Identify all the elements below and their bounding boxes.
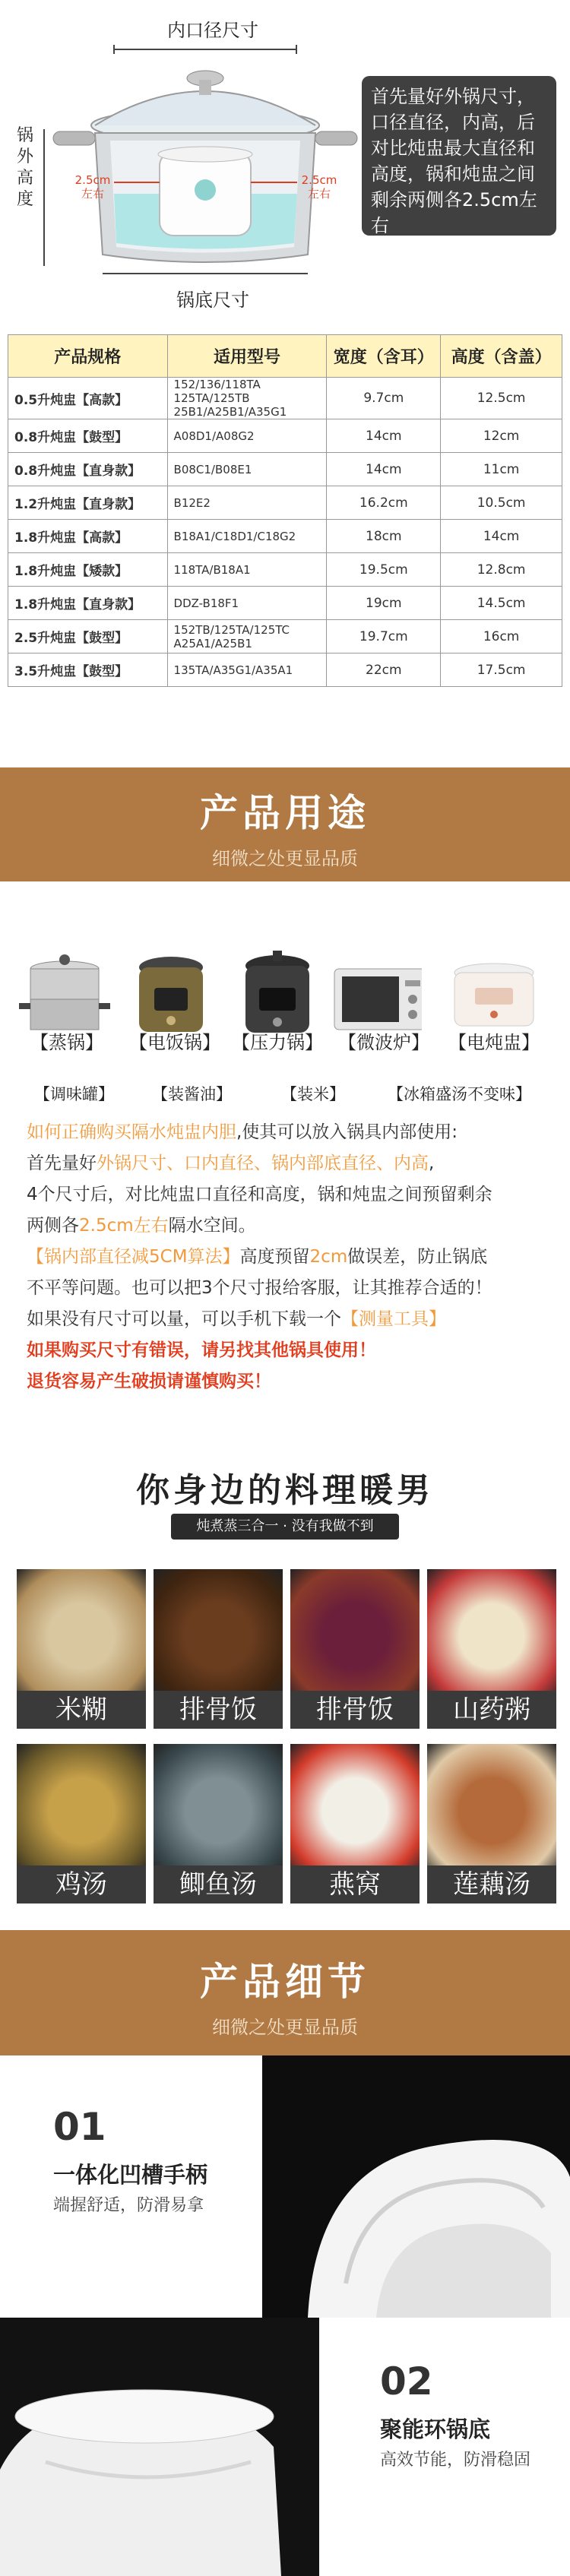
cooking-subtitle: 炖煮蒸三合一 · 没有我做不到 xyxy=(171,1514,399,1540)
column-header: 宽度（含耳） xyxy=(327,335,441,378)
height-cell: 10.5cm xyxy=(441,486,562,520)
table-row xyxy=(8,553,562,587)
outer-height-label: 锅外高度 xyxy=(17,126,34,209)
cooking-title: 你身边的料理暖男 xyxy=(136,1471,434,1510)
guide-line xyxy=(27,1210,551,1242)
usage-banner xyxy=(0,767,570,881)
usage-label: 【调味罐】 xyxy=(34,1085,114,1103)
detail-title: 一体化凹槽手柄 xyxy=(53,2162,208,2188)
pot-illustration xyxy=(42,42,361,285)
pork-rib-rice-image xyxy=(290,1569,420,1691)
usage-label: 【装米】 xyxy=(281,1085,345,1103)
details-banner xyxy=(0,1930,570,2055)
width-cell: 19.7cm xyxy=(327,620,441,653)
dish-label: 鲫鱼汤 xyxy=(154,1866,283,1904)
model-cell: DDZ-B18F1 xyxy=(167,587,327,620)
guide-text: 不平等问题。也可以把3个尺寸报给客服，让其推荐合适的！ xyxy=(27,1278,492,1298)
appliance-label: 【电炖盅】 xyxy=(448,1032,540,1053)
usage-label: 【装酱油】 xyxy=(152,1085,232,1103)
lotus-root-soup-image xyxy=(427,1744,556,1866)
yam-porridge-image xyxy=(427,1569,556,1691)
width-cell: 14cm xyxy=(327,419,441,453)
guide-text: 2.5cm左右 xyxy=(79,1216,169,1236)
dish-tile xyxy=(290,1569,420,1729)
height-cell: 12.8cm xyxy=(441,553,562,587)
model-cell: B12E2 xyxy=(167,486,327,520)
details-title: 产品细节 xyxy=(200,1960,370,2004)
dish-tile xyxy=(290,1744,420,1904)
spec-cell: 1.8升炖盅【高款】 xyxy=(8,520,168,553)
width-cell: 19.5cm xyxy=(327,553,441,587)
spec-cell: 1.2升炖盅【直身款】 xyxy=(8,486,168,520)
crucian-fish-soup-image xyxy=(154,1744,283,1866)
detail-desc: 端握舒适，防滑易拿 xyxy=(53,2196,204,2215)
guide-text: ,使其可以放入锅具内部使用: xyxy=(236,1122,458,1142)
guide-line xyxy=(27,1148,551,1179)
dish-tile xyxy=(17,1569,146,1729)
guide-line xyxy=(27,1179,551,1210)
dish-label: 山药粥 xyxy=(427,1691,556,1729)
chicken-soup-image xyxy=(17,1744,146,1866)
appliance-label: 【电饭锅】 xyxy=(129,1032,220,1053)
usage-subtitle: 细微之处更显品质 xyxy=(212,848,358,869)
guide-text: 如果没有尺寸可以量，可以手机下载一个 xyxy=(27,1309,341,1329)
dish-label: 燕窝 xyxy=(290,1866,420,1904)
model-cell: 152/136/118TA 125TA/125TB 25B1/A25B1/A35G1 xyxy=(167,378,327,419)
model-cell: B18A1/C18D1/C18G2 xyxy=(167,520,327,553)
detail-desc: 高效节能，防滑稳固 xyxy=(380,2451,531,2470)
rice-paste-image xyxy=(17,1569,146,1691)
guide-text: , xyxy=(429,1154,435,1173)
detail-handle xyxy=(0,2055,570,2318)
model-cell: A08D1/A08G2 xyxy=(167,419,327,453)
height-cell: 12cm xyxy=(441,419,562,453)
table-row xyxy=(8,620,562,653)
guide-line xyxy=(27,1366,551,1397)
guide-line xyxy=(27,1335,551,1366)
height-cell: 16cm xyxy=(441,620,562,653)
height-dimension-line xyxy=(43,129,46,266)
pork-rib-rice-image xyxy=(154,1569,283,1691)
column-header: 高度（含盖） xyxy=(441,335,562,378)
base-closeup-image xyxy=(0,2318,319,2576)
dish-label: 鸡汤 xyxy=(17,1866,146,1904)
handle-closeup-image xyxy=(262,2055,570,2318)
bottom-diameter-label: 锅底尺寸 xyxy=(176,290,249,311)
detail-number: 01 xyxy=(53,2105,106,2149)
guide-text: 高度预留 xyxy=(239,1247,310,1267)
spec-cell: 1.8升炖盅【矮款】 xyxy=(8,553,168,587)
width-cell: 9.7cm xyxy=(327,378,441,419)
dish-tile xyxy=(427,1569,556,1729)
dish-tile xyxy=(427,1744,556,1904)
dish-label: 米糊 xyxy=(17,1691,146,1729)
birds-nest-image xyxy=(290,1744,420,1866)
spec-cell: 0.8升炖盅【鼓型】 xyxy=(8,419,168,453)
guide-line xyxy=(27,1117,551,1148)
details-subtitle: 细微之处更显品质 xyxy=(212,2017,358,2038)
detail-base xyxy=(0,2318,570,2576)
dish-label: 排骨饭 xyxy=(290,1691,420,1729)
usage-title: 产品用途 xyxy=(200,791,370,835)
height-cell: 12.5cm xyxy=(441,378,562,419)
guide-line xyxy=(27,1242,551,1273)
spec-cell: 2.5升炖盅【鼓型】 xyxy=(8,620,168,653)
measure-instruction-box: 首先量好外锅尺寸，口径直径，内高，后对比炖盅最大直径和高度，锅和炖盅之间剩余两侧各2.5cm左右 xyxy=(362,76,556,236)
spec-cell: 1.8升炖盅【直身款】 xyxy=(8,587,168,620)
spec-table xyxy=(8,334,562,687)
guide-text: 隔水空间。 xyxy=(168,1216,256,1236)
table-row xyxy=(8,653,562,687)
pot-size-diagram xyxy=(0,0,570,327)
guide-line xyxy=(27,1273,551,1304)
table-row xyxy=(8,453,562,486)
dish-grid xyxy=(0,1569,570,1919)
model-cell: 152TB/125TA/125TC A25A1/A25B1 xyxy=(167,620,327,653)
inner-diameter-label: 内口径尺寸 xyxy=(167,20,258,41)
detail-number: 02 xyxy=(380,2359,433,2404)
table-row xyxy=(8,587,562,620)
column-header: 适用型号 xyxy=(167,335,327,378)
spec-cell: 0.5升炖盅【高款】 xyxy=(8,378,168,419)
guide-text: 做误差，防止锅底 xyxy=(347,1247,488,1267)
model-cell: 118TA/B18A1 xyxy=(167,553,327,587)
purchase-guide-text xyxy=(27,1117,551,1397)
table-row xyxy=(8,486,562,520)
spec-cell: 3.5升炖盅【鼓型】 xyxy=(8,653,168,687)
guide-text: 两侧各 xyxy=(27,1216,79,1236)
dish-tile xyxy=(154,1744,283,1904)
height-cell: 14.5cm xyxy=(441,587,562,620)
right-gap-note: 2.5cm 左右 xyxy=(301,173,337,201)
guide-text: 4个尺寸后，对比炖盅口直径和高度，锅和炖盅之间预留剩余 xyxy=(27,1185,492,1204)
width-cell: 14cm xyxy=(327,453,441,486)
guide-line xyxy=(27,1304,551,1335)
appliance-label: 【微波炉】 xyxy=(338,1032,429,1053)
guide-text: 首先量好 xyxy=(27,1154,97,1173)
appliance-label: 【压力锅】 xyxy=(232,1032,323,1053)
table-row xyxy=(8,378,562,419)
guide-text: 退货容易产生破损请谨慎购买！ xyxy=(27,1372,271,1391)
table-row xyxy=(8,520,562,553)
model-cell: 135TA/A35G1/A35A1 xyxy=(167,653,327,687)
width-cell: 22cm xyxy=(327,653,441,687)
detail-title: 聚能环锅底 xyxy=(380,2416,491,2442)
appliance-label: 【蒸锅】 xyxy=(30,1032,103,1053)
height-cell: 11cm xyxy=(441,453,562,486)
guide-text: 【测量工具】 xyxy=(341,1309,446,1329)
usage-label: 【冰箱盛汤不变味】 xyxy=(388,1085,531,1103)
dish-tile xyxy=(154,1569,283,1729)
width-cell: 19cm xyxy=(327,587,441,620)
dish-label: 莲藕汤 xyxy=(427,1866,556,1904)
model-cell: B08C1/B08E1 xyxy=(167,453,327,486)
dish-tile xyxy=(17,1744,146,1904)
spec-cell: 0.8升炖盅【直身款】 xyxy=(8,453,168,486)
column-header: 产品规格 xyxy=(8,335,168,378)
left-gap-note: 2.5cm 左右 xyxy=(74,173,111,201)
guide-text: 2cm xyxy=(309,1247,348,1267)
height-cell: 17.5cm xyxy=(441,653,562,687)
width-cell: 18cm xyxy=(327,520,441,553)
height-cell: 14cm xyxy=(441,520,562,553)
width-cell: 16.2cm xyxy=(327,486,441,520)
guide-text: 如何正确购买隔水炖盅内胆 xyxy=(27,1122,236,1142)
guide-text: 外锅尺寸、口内直径、锅内部底直径、内高 xyxy=(97,1154,429,1173)
table-row xyxy=(8,419,562,453)
guide-text: 如果购买尺寸有错误，请另找其他锅具使用！ xyxy=(27,1340,376,1360)
dish-label: 排骨饭 xyxy=(154,1691,283,1729)
guide-text: 【锅内部直径减5CM算法】 xyxy=(27,1247,240,1267)
table-header-row xyxy=(8,335,562,378)
